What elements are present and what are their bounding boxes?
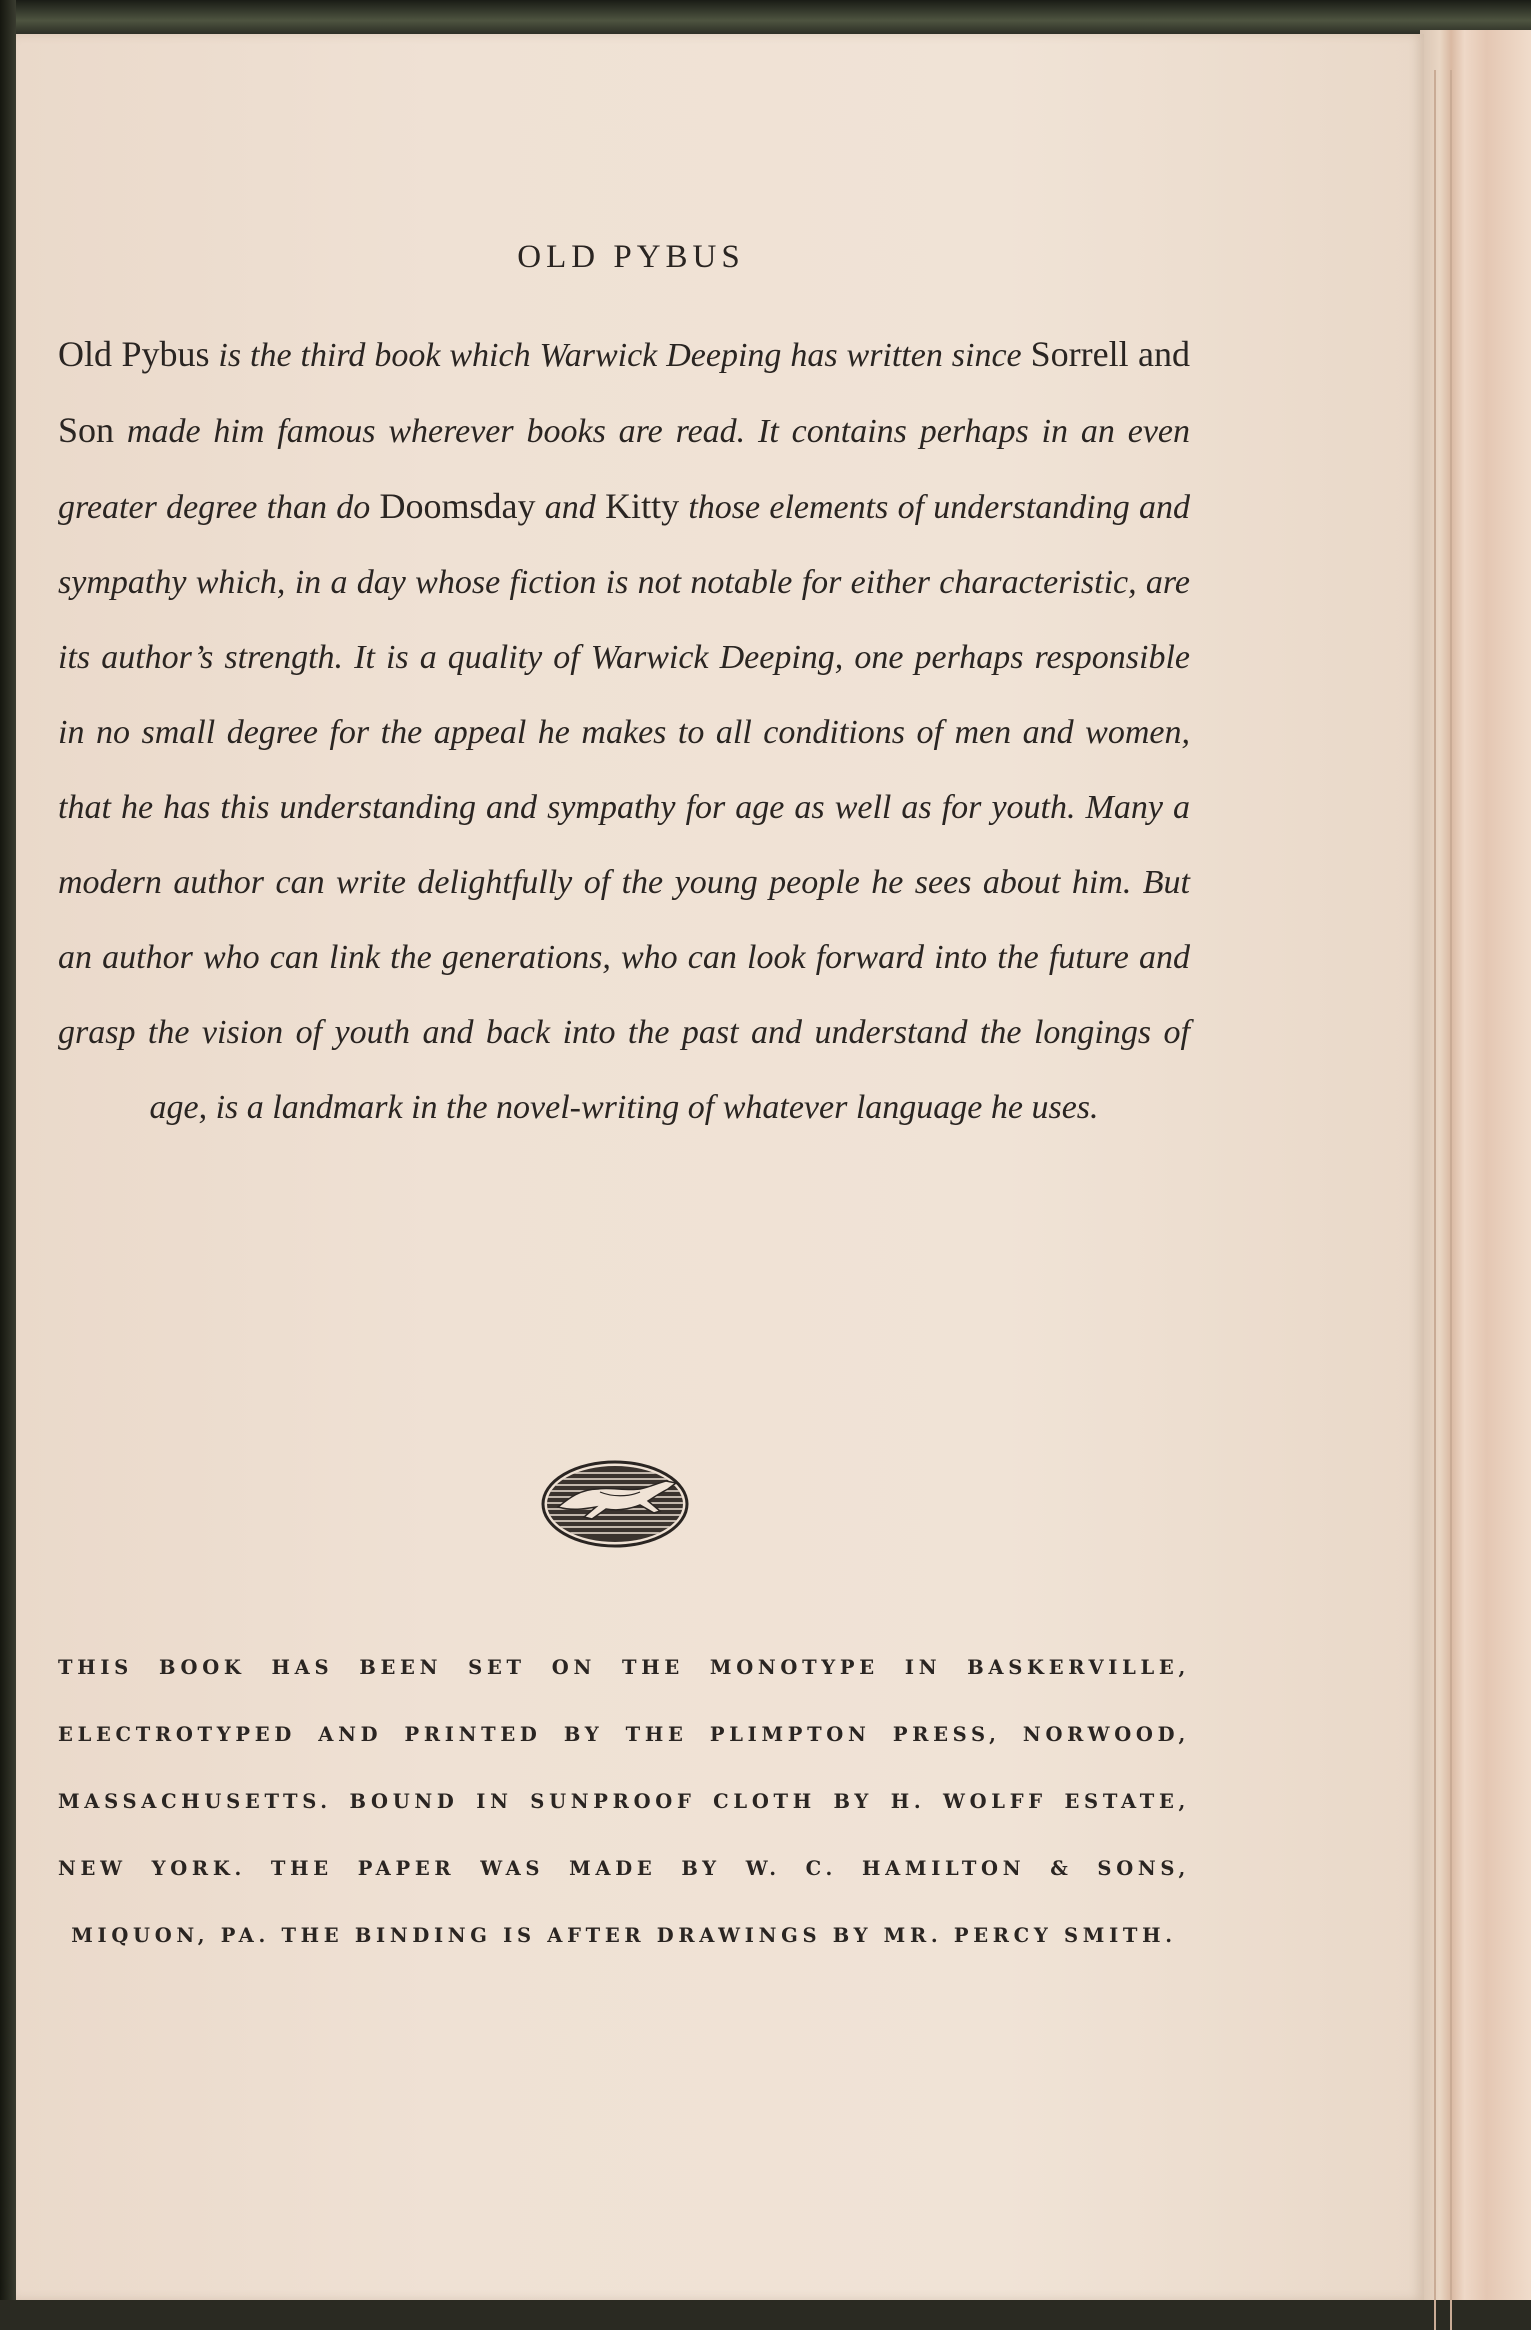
book-page (16, 34, 1424, 2300)
book-title-sorrell-and-son: Sorrell and Son (58, 334, 1191, 450)
book-binding-top (0, 0, 1531, 34)
book-title-doomsday: Doomsday (379, 486, 536, 526)
blurb-text: is the third book which Warwick Deeping has written since (209, 337, 1031, 374)
borzoi-dog-icon (540, 1459, 690, 1549)
page-edge-line (1450, 70, 1452, 2330)
book-binding-left (0, 0, 16, 2300)
blurb-paragraph (58, 317, 1190, 1145)
blurb-text: made him famous wherever books are read. It contains perhaps in an even greater degree than do (58, 413, 1190, 526)
book-title-kitty: Kitty (605, 486, 680, 526)
page-edge-line (1434, 70, 1436, 2330)
blurb-text: those elements of understanding and sympathy which, in a day whose fiction is not notable for either characteristic, are its author’s strength. It is a quality of Warwick Deeping, one perhaps responsible in no small degree for the appeal he makes to all conditions of men and women, that he has this understanding and sympathy for age as well as for youth. Many a modern author can write delightfully of the young people he sees about him. But an author who can link the generations, who can look forward into the future and grasp the vision of youth and back into the past and understand the longings of age, is a landmark in the novel-writing of whatever language he uses. (58, 489, 1190, 1126)
page-stack-edge (1420, 30, 1531, 2300)
page-title: OLD PYBUS (517, 239, 745, 275)
book-title-old-pybus: Old Pybus (58, 334, 210, 374)
blurb-text: and (535, 489, 606, 526)
colophon-paragraph: THIS BOOK HAS BEEN SET ON THE MONOTYPE IN BASKERVILLE, ELECTROTYPED AND PRINTED BY THE PLIMPTON PRESS, NORWOOD, MASSACHUSETTS. BOUND IN SUNPROOF CLOTH BY H. WOLFF ESTATE, NEW YORK. THE PAPER WAS MADE BY W. C. HAMILTON & SONS, MIQUON, PA. THE BINDING IS AFTER DRAWINGS BY MR. PERCY SMITH. (58, 1656, 1190, 1947)
